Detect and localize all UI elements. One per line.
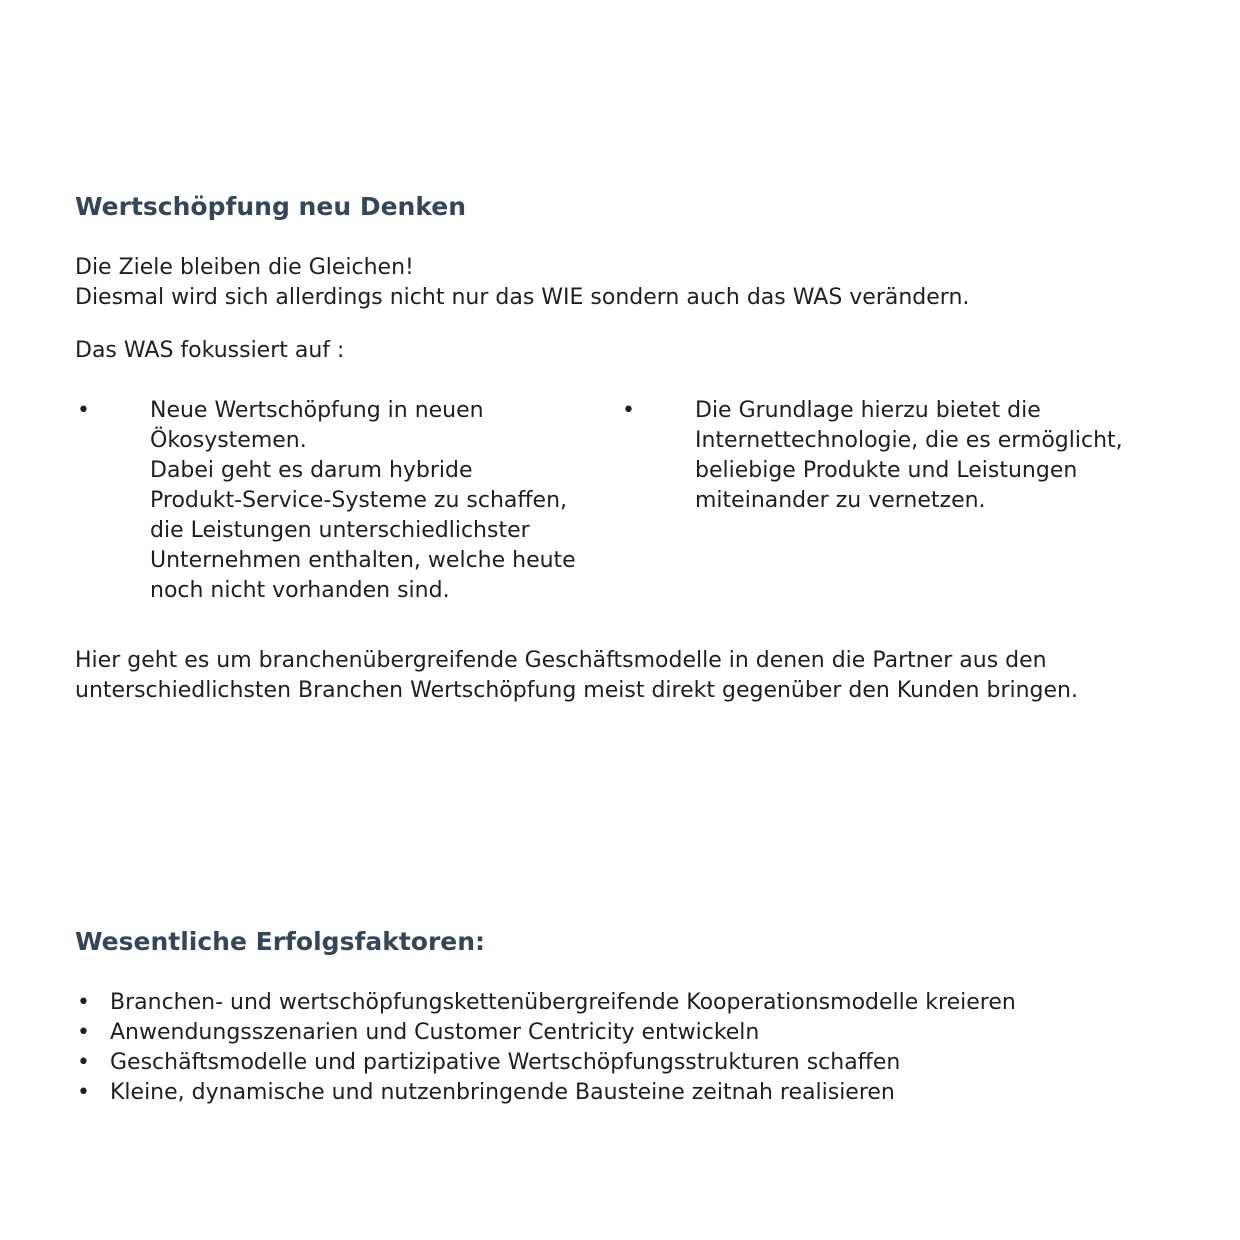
section-heading-wertschoepfung: Wertschöpfung neu Denken [75, 192, 467, 221]
success-factor-item: Branchen- und wertschöpfungskettenübergreifende Kooperationsmodelle kreieren [110, 990, 1016, 1015]
col2-line: Die Grundlage hierzu bietet die [695, 398, 1041, 423]
col1-line: Dabei geht es darum hybride [150, 458, 473, 483]
summary-line: Hier geht es um branchenübergreifende Geschäftsmodelle in denen die Partner aus den [75, 648, 1047, 673]
intro-line: Diesmal wird sich allerdings nicht nur das WIE sondern auch das WAS verändern. [75, 285, 970, 310]
col1-line: Produkt-Service-Systeme zu schaffen, [150, 488, 568, 513]
col1-line: noch nicht vorhanden sind. [150, 578, 450, 603]
bullet-marker: • [622, 398, 635, 423]
intro-line: Die Ziele bleiben die Gleichen! [75, 255, 414, 280]
col2-line: miteinander zu vernetzen. [695, 488, 986, 513]
bullet-marker: • [77, 1050, 90, 1075]
col2-line: beliebige Produkte und Leistungen [695, 458, 1078, 483]
bullet-marker: • [77, 398, 90, 423]
col1-line: Unternehmen enthalten, welche heute [150, 548, 576, 573]
col2-line: Internettechnologie, die es ermöglicht, [695, 428, 1123, 453]
success-factor-item: Geschäftsmodelle und partizipative Wertschöpfungsstrukturen schaffen [110, 1050, 901, 1075]
focus-label: Das WAS fokussiert auf : [75, 338, 345, 363]
success-factor-item: Anwendungsszenarien und Customer Centricity entwickeln [110, 1020, 760, 1045]
col1-line: Neue Wertschöpfung in neuen [150, 398, 484, 423]
col1-line: die Leistungen unterschiedlichster [150, 518, 530, 543]
bullet-marker: • [77, 1020, 90, 1045]
summary-line: unterschiedlichsten Branchen Wertschöpfung meist direkt gegenüber den Kunden bringen. [75, 678, 1078, 703]
bullet-marker: • [77, 1080, 90, 1105]
bullet-marker: • [77, 990, 90, 1015]
success-factor-item: Kleine, dynamische und nutzenbringende Bausteine zeitnah realisieren [110, 1080, 895, 1105]
col1-line: Ökosystemen. [150, 428, 307, 453]
section-heading-erfolgsfaktoren: Wesentliche Erfolgsfaktoren: [75, 927, 486, 956]
